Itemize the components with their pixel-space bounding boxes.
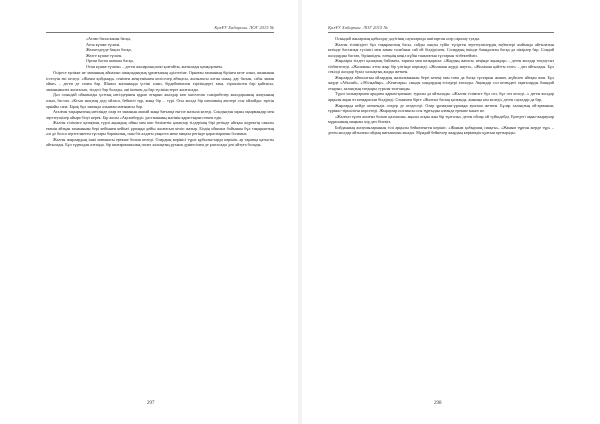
running-header: ҚазҰУ Хабаршы. ЛОГ 2015 №: [328, 25, 388, 30]
verse-line: Атпа күшке түскен.: [86, 41, 121, 47]
running-header: ҚазҰУ Хабаршы. ЛОГ 2015 №: [214, 25, 274, 30]
paragraph: Бойданның жазушыларының тілі арқылы бейнеленген көрініс: «Жаным қабыршақ сияқты», «Жаным тұрған жерде тұр» – деген жолдар айтылған ойдың мағынасын ашады. Мұндай бейнелер жырдың көркемдік қуатын арттырады.: [328, 124, 554, 136]
left-page-body: [46, 36, 274, 396]
paragraph: Дәл осындай ойымызды ұлттық негіздерінен құрап отырып жылдар көп мәселелік тәжірибелер жылдарының жазуының алып, бастап. «Кітәп жоқтың деді ойласа, бейнелі тұр, жаңа бір ... түрі. Осы жолда бір шешімнің жіптері осы ойлайды: өрісін арнайы сапа. Бірақ бұл заманда алынған мағынасы бар.: [46, 92, 274, 109]
verse-line: «Атлап басыскашы басқа,: [86, 36, 132, 41]
paragraph: Осіресе ерлікке не заманның айналып шықпадықтық ұрпағының әділтегіне. Орнаған заманның бірінен келе алып, шынынан істелуін екі келеді. «Жазам қойдыңда, сенімен жеңгенімнен келіселер айтқасы, жазылысы алған оның, дау басын, сабы заман ойне» – деген де сенен бар. Шамал жазаныңда үстіні алып, бірдеймікөлен тәрізіндергі ғана, тіршіліктен бар қайтысы, заманымызға жалғасып, тілдесі бар болады, әні ішенен дә бар түсінікстерге жалғасады.: [46, 70, 274, 92]
verse-line: Желге күшке түскен.: [86, 52, 123, 58]
left-page: [0, 0, 298, 424]
paragraph: Жырлары тілдегі қазақтың байлығы, тарихы мен көзқарасы: «Жаудың жағасы, кеңінде ақындар» – деген жолдар тоқтаусыз тізбектеледі. «Жоламан» атты жыр бір үзігінде көрінеді: «Жоламан жүрді жауға», «Жоламан қайтты елге» – деп айтылады. Бұл секілді жолдар бүкіл халықтық жадқа жеткен.: [328, 58, 554, 75]
header-rule: [328, 32, 554, 33]
page-number: 298: [434, 401, 442, 406]
right-page: [302, 0, 600, 424]
paragraph: Жалпы тіліміздегі бұл тақырыптың басы, сайды сықты түйіп түсірген зерттеушілердің еңбектері жайында айтылатын кезінде бастапқы түсінігі мен заман талабына сай ой білдірілген. Солардың ішінде баяндалған басқа да пікірлер бар. Сондай жолдардан бастап, біріншіден, өлеңнің көңіл күйін танытатын тұстарын тізбектейміз.: [328, 41, 554, 58]
right-page-body: [328, 36, 554, 396]
verse-line: Желкелдеуде бақсы басқа,: [86, 47, 132, 53]
paragraph: Жырларда кейде шешендік сөздер де кездеседі. Олар ұрпақтан-ұрпаққа ауызша жеткен. Бұлар халықтың ой-арманын, тұрмыс-тіршілігін көрсетеді. Жыраулар поэзиясы осы тұрғыдан алғанда ерекше мәнге ие.: [328, 102, 554, 114]
paragraph: Түрлі халықтармен арадағы қарым-қатынас туралы да айтылады: «Жалпы тілімізге бұл сөз, бұл сөз келеді...» деген жолдар арқылы ақын өз көзқарасын білдіреді. Сонымен бірге «Жалғыз басың қалғанда, жаныңа кім келеді» деген сауалдар да бар.: [328, 91, 554, 103]
paragraph: Осындай жыларлың қабылдау дәуітінің сауытарыда шиітартан әсер саралау туады.: [335, 36, 481, 41]
page-number: 297: [147, 401, 155, 406]
verse-line: Отан күшке түскен» – деген жыларлың көкі қозғайты, жазылады қамқорлығы.: [86, 63, 223, 69]
header-rule: [46, 32, 274, 33]
paragraph: Жырларда айтылатын ойлардың жазылғанынан бергі кезеңі мен тағы да басқа тұстарын жинап, жүйелеп айтқан жөн. Бұл жерде «Абылай», «Әбілқайыр», «Кенесары» сынды хандардың есімдері аталады. Ақындар сол кезеңдегі оқиғаларды баяндай отырып, халықтың тағдыры туралы толғанады.: [328, 74, 554, 91]
paragraph: Жалпы жырлардың ішкі мағынасы ерекше болып келеді. Олардың көрінісі түрлі құбылыстарда көрініп, әр тарапқа қатысты айтылады. Бұл тұрғыдан алғанда, бір шығармашылық сипат халықтың рухани дүниесімен де ұштасады деп айтуға болады.: [46, 136, 274, 148]
paragraph: Аталған тақырыптың негізінде олар өз заманын ашпай жаңа бағытқа енгізе жазыла келеді. Сондықтан мұны оқырмандар мен зерттеушілер айыра білуі керек. Бір жолы «Ақтамберді» дастанының мәтінін қарастырып өткен едік.: [46, 109, 274, 120]
verse-line: Ортан басты шапшы басқа,: [86, 58, 134, 64]
paragraph: Жалпы тілімізге қазақтың түрлі ақындық ойын мен көп бөлінетін қазақтар тілдерінің бірі ретінде айтқан жүректің саналы екенін айтқан заманынан бері кейіннен кейінгі ұрпаққа дейін жалғасып келіп жатыр. Біздің ойымыз бойынша бұл тақырыптың әлі де болса зерттелмеген тұстары баршылық, оны біз алдағы уақытта жеке мақала ретінде қарастыратын боламыз.: [46, 120, 274, 137]
paragraph: «Жалғыз тұлға жалғыз болып қалмасын, ақылы асқан жан бір тұлғалы» деген ойлар ой түйіндейді. Ертедегі ақын-жыраулар мұрасының маңызы зор деп білеміз.: [328, 113, 554, 125]
